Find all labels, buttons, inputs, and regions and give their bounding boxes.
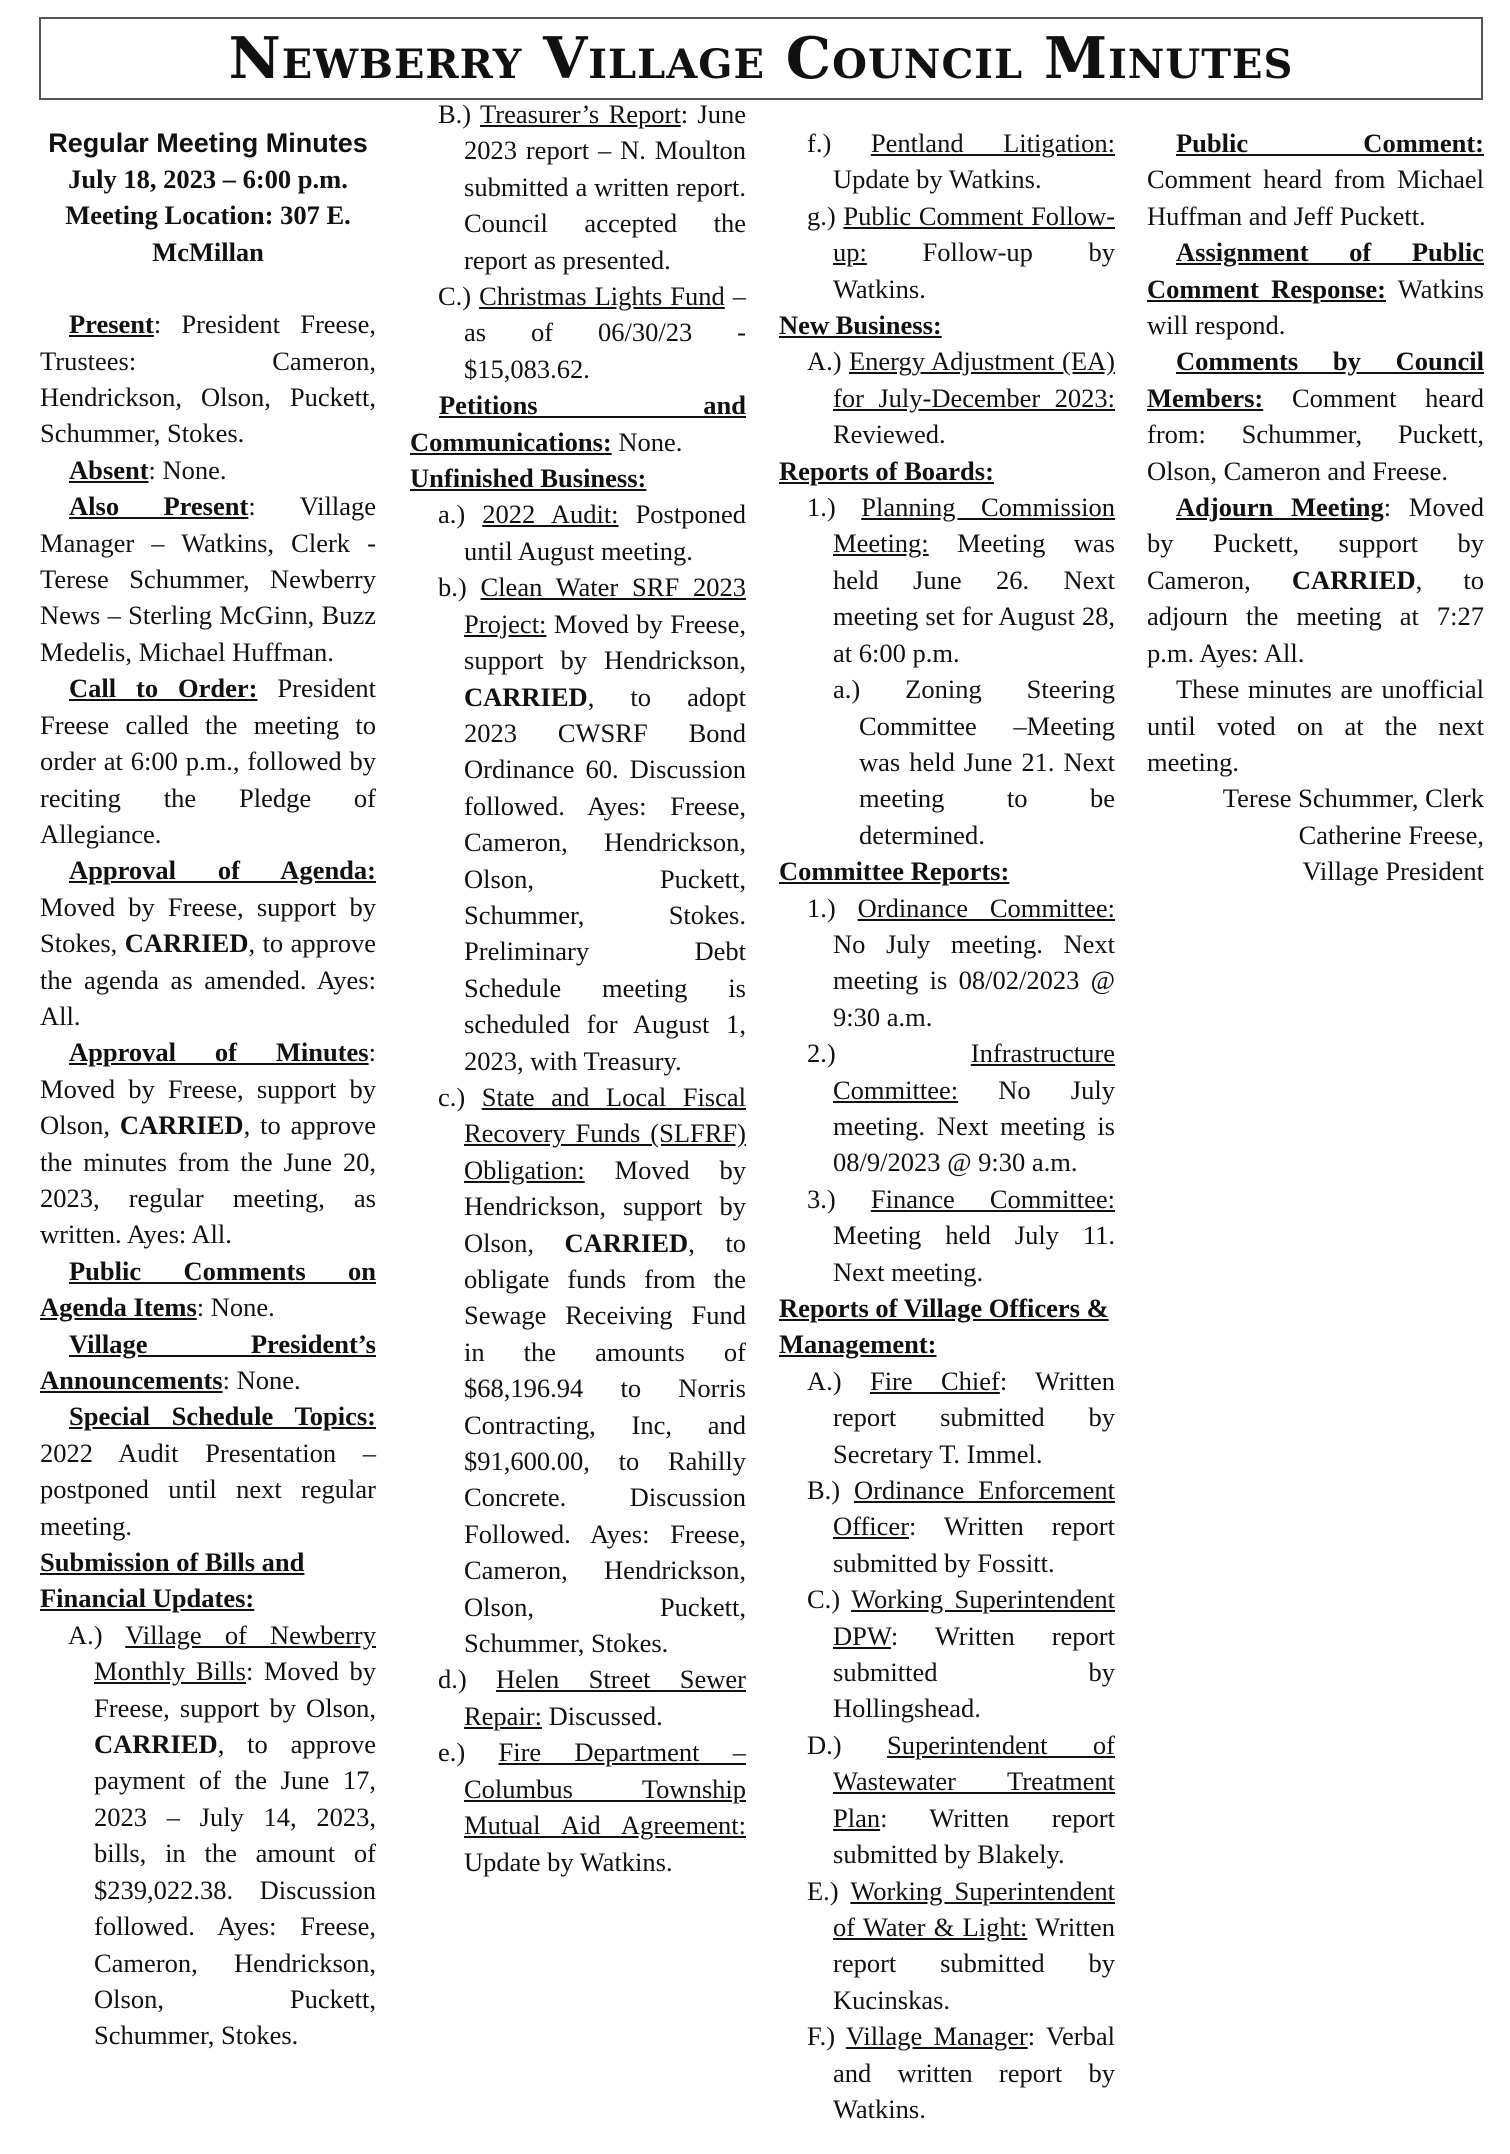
- approval-agenda-text-end: , to approve the agenda as amended. Ayes: All.: [40, 928, 376, 1031]
- public-comments-agenda-text: : None.: [196, 1292, 275, 1323]
- officers-item-a-text: : Written report submitted by Secretary T. Immel.: [833, 1365, 1115, 1469]
- item-marker: a.): [833, 674, 861, 705]
- council-comments-text: Comment heard from: Schummer, Puckett, Olson, Cameron and Freese.: [1147, 382, 1484, 486]
- item-marker: E.): [807, 1875, 839, 1906]
- carried-label: CARRIED: [94, 1729, 218, 1760]
- officers-item-b-text: : Written report submitted by Fossitt.: [833, 1511, 1115, 1578]
- unfinished-item-d-text: Discussed.: [542, 1700, 663, 1731]
- unfinished-item-g-label: Public Comment Follow-up:: [833, 200, 1115, 268]
- officers-item-b: [779, 1472, 1115, 1581]
- public-comment-text: Comment heard from Michael Huffman and Jeff Puckett.: [1147, 164, 1484, 231]
- also-present-text: : Village Manager – Watkins, Clerk - Terese Schummer, Newberry News – Sterling McGinn, Buzz Medelis, Michael Huffman.: [40, 491, 377, 667]
- column-4: [1147, 125, 1484, 890]
- adjourn-paragraph: [1147, 489, 1484, 671]
- officers-item-a: [779, 1363, 1115, 1472]
- committees-heading: Committee Reports:: [779, 856, 1010, 887]
- carried-label: CARRIED: [119, 1110, 244, 1141]
- item-marker: A.): [807, 1365, 842, 1396]
- officers-item-f-text: : Verbal and written report by Watkins.: [833, 2021, 1115, 2124]
- unfinished-item-b-text-end: , to adopt 2023 CWSRF Bond Ordinance 60. Discussion followed. Ayes: Freese, Cameron, Hendrickson, Olson, Puckett, Schummer, Stokes. Preliminary Debt Schedule meeting is scheduled for August 1, 2023, with Treasury.: [464, 681, 746, 1076]
- item-marker: e.): [438, 1737, 466, 1768]
- item-marker: A.): [68, 1619, 103, 1650]
- president-announcements-label: Village President’s Announcements: [40, 1328, 376, 1395]
- item-marker: B.): [807, 1475, 841, 1506]
- item-marker: D.): [807, 1729, 842, 1760]
- unfinished-item-a: [410, 496, 746, 569]
- public-comment-paragraph: [1147, 125, 1484, 234]
- call-to-order-text: President Freese called the meeting to order at 6:00 p.m., followed by reciting the Pledge of Allegiance.: [40, 673, 376, 849]
- unfinished-item-e-text: Update by Watkins.: [464, 1846, 673, 1877]
- unfinished-item-f-label: Pentland Litigation:: [870, 128, 1115, 158]
- item-marker: C.): [807, 1584, 841, 1615]
- carried-label: CARRIED: [124, 928, 249, 959]
- bills-item-c: [410, 278, 746, 387]
- carried-label: CARRIED: [464, 681, 588, 712]
- committees-item-2-label: Infrastructure Committee:: [833, 1038, 1115, 1105]
- special-topics-label: Special Schedule Topics:: [69, 1401, 376, 1432]
- meeting-date: July 18, 2023 – 6:00 p.m.: [68, 164, 348, 194]
- item-marker: f.): [807, 128, 832, 158]
- boards-item-1a-text: Zoning Steering Committee –Meeting was held June 21. Next meeting to be determined.: [859, 674, 1115, 850]
- call-to-order-label: Call to Order:: [69, 673, 258, 704]
- bills-item-a-text: : Moved by Freese, support by Olson,: [94, 1656, 376, 1723]
- assignment-paragraph: [1147, 234, 1484, 343]
- officers-item-a-label: Fire Chief: [869, 1365, 1000, 1396]
- officers-item-f: [779, 2018, 1115, 2127]
- unofficial-note: These minutes are unofficial until voted on at the next meeting.: [1147, 674, 1484, 777]
- unfinished-heading: Unfinished Business:: [410, 463, 647, 494]
- president-name: Catherine Freese,: [1298, 819, 1484, 850]
- committees-item-1-label: Ordinance Committee:: [857, 892, 1115, 923]
- assignment-text: Watkins will respond.: [1147, 273, 1484, 341]
- unfinished-item-f-text: Update by Watkins.: [833, 164, 1042, 195]
- unfinished-item-d-label: Helen Street Sewer Repair:: [464, 1664, 746, 1731]
- unfinished-item-c-text: Moved by Hendrickson, support by Olson,: [464, 1154, 746, 1258]
- unfinished-item-e-label: Fire Department – Columbus Township Mutual Aid Agreement:: [464, 1737, 746, 1841]
- approval-agenda-text: Moved by Freese, support by Stokes,: [40, 891, 376, 959]
- president-announcements-text: : None.: [222, 1365, 301, 1395]
- committees-item-1: [779, 890, 1115, 1036]
- public-comment-label: Public Comment:: [1176, 128, 1484, 158]
- boards-item-1: [779, 489, 1115, 671]
- president-announcements-paragraph: [40, 1326, 376, 1399]
- unfinished-item-c-text-end: , to obligate funds from the Sewage Receiving Fund in the amounts of $68,196.94 to Norris Contracting, Inc, and $91,600.00, to Rahilly Concrete. Discussion Followed. Ayes: Freese, Cameron, Hendrickson, Olson, Puckett, Schummer, Stokes.: [464, 1227, 746, 1659]
- new-business-item-a-text: Reviewed.: [833, 419, 946, 450]
- unfinished-item-b: [410, 569, 746, 1079]
- officers-item-d-text: : Written report submitted by Blakely.: [833, 1802, 1115, 1870]
- carried-label: CARRIED: [1291, 564, 1416, 595]
- meeting-location: Meeting Location: 307 E. McMillan: [65, 200, 351, 267]
- committees-item-3: [779, 1181, 1115, 1290]
- item-marker: d.): [438, 1664, 467, 1695]
- unfinished-item-g-text: Follow-up by Watkins.: [833, 237, 1115, 304]
- absent-text: : None.: [148, 454, 227, 485]
- council-comments-label: Comments by Council Members:: [1147, 346, 1484, 413]
- petitions-label: Petitions and Communications:: [410, 390, 746, 457]
- adjourn-label: Adjourn Meeting: [1176, 492, 1384, 523]
- new-business-item-a: [779, 343, 1115, 452]
- item-marker: 1.): [807, 492, 836, 523]
- item-marker: B.): [438, 99, 472, 129]
- bills-item-a-text-end: , to approve payment of the June 17, 2023 – July 14, 2023, bills, in the amount of $239,022.38. Discussion followed. Ayes: Freese, Cameron, Hendrickson, Olson, Puckett, Schummer, Stokes.: [94, 1729, 376, 2051]
- spacer: [40, 270, 376, 306]
- present-text: : President Freese, Trustees: Cameron, Hendrickson, Olson, Puckett, Schummer, Stokes.: [40, 309, 376, 449]
- boards-item-1-text: Meeting was held June 26. Next meeting set for August 28, at 6:00 p.m.: [833, 528, 1115, 668]
- approval-minutes-text-end: , to approve the minutes from the June 20, 2023, regular meeting, as written. Ayes: All.: [40, 1110, 376, 1250]
- officers-item-d-label: Superintendent of Wastewater Treatment Plan: [833, 1729, 1116, 1833]
- petitions-paragraph: [410, 387, 746, 460]
- officers-item-c-text: : Written report submitted by Hollingshead.: [833, 1620, 1115, 1724]
- unfinished-item-a-text: Postponed until August meeting.: [464, 499, 746, 566]
- officers-item-c-label: Working Superintendent DPW: [833, 1584, 1115, 1651]
- officers-item-e-label: Working Superintendent of Water & Light:: [833, 1875, 1115, 1942]
- bills-item-b-label: Treasurer’s Report: [480, 99, 681, 129]
- approval-agenda-label: Approval of Agenda:: [69, 855, 376, 886]
- president-title: Village President: [1302, 856, 1484, 887]
- absent-label: Absent: [69, 454, 149, 485]
- item-marker: F.): [807, 2021, 836, 2052]
- column-3: [779, 125, 1115, 2127]
- officers-item-c: [779, 1581, 1115, 1727]
- bills-item-b-text: : June 2023 report – N. Moulton submitted a written report. Council accepted the report as presented.: [464, 99, 746, 275]
- officers-item-e: [779, 1873, 1115, 2019]
- public-comments-agenda-paragraph: [40, 1253, 376, 1326]
- approval-minutes-label: Approval of Minutes: [69, 1037, 369, 1068]
- officers-item-d: [779, 1727, 1115, 1873]
- item-marker: C.): [438, 281, 472, 312]
- page-title: Newberry Village Council Minutes: [228, 25, 1294, 92]
- committees-item-2: [779, 1035, 1115, 1181]
- bills-item-c-label: Christmas Lights Fund: [479, 281, 725, 312]
- boards-heading: Reports of Boards:: [779, 455, 994, 486]
- approval-minutes-paragraph: [40, 1034, 376, 1252]
- item-marker: c.): [438, 1081, 466, 1112]
- boards-item-1a: [779, 671, 1115, 853]
- unfinished-item-b-text: Moved by Freese, support by Hendrickson,: [464, 608, 746, 676]
- unfinished-item-b-label: Clean Water SRF 2023 Project:: [464, 572, 747, 639]
- column-2: [410, 96, 746, 1880]
- approval-agenda-paragraph: [40, 852, 376, 1034]
- unfinished-item-d: [410, 1661, 746, 1734]
- new-business-heading: New Business:: [779, 310, 942, 341]
- bills-item-b: [410, 96, 746, 278]
- call-to-order-paragraph: [40, 670, 376, 852]
- present-label: Present: [69, 309, 154, 340]
- officers-heading: Reports of Village Officers & Management:: [779, 1293, 1109, 1360]
- absent-paragraph: [40, 452, 376, 488]
- item-marker: A.): [807, 346, 842, 377]
- meeting-type: Regular Meeting Minutes: [48, 128, 368, 158]
- public-comments-agenda-label: Public Comments on Agenda Items: [40, 1255, 376, 1323]
- petitions-text: None.: [611, 426, 683, 457]
- unfinished-item-c: [410, 1079, 746, 1662]
- committees-item-1-text: No July meeting. Next meeting is 08/02/2023 @ 9:30 a.m.: [833, 928, 1115, 1032]
- title-box: [39, 17, 1483, 100]
- special-topics-text: 2022 Audit Presentation – postponed until next regular meeting.: [40, 1437, 376, 1541]
- bills-heading: Submission of Bills and Financial Updates:: [40, 1547, 305, 1614]
- bills-item-c-text: – as of 06/30/23 - $15,083.62.: [464, 281, 746, 384]
- officers-item-f-label: Village Manager: [845, 2021, 1028, 2052]
- unfinished-item-e: [410, 1734, 746, 1880]
- bills-item-a: [40, 1617, 376, 2054]
- committees-item-3-label: Finance Committee:: [870, 1183, 1115, 1214]
- officers-item-e-text: Written report submitted by Kucinskas.: [833, 1911, 1115, 2015]
- item-marker: 1.): [807, 892, 836, 923]
- committees-item-3-text: Meeting held July 11. Next meeting.: [833, 1220, 1115, 1287]
- officers-item-b-label: Ordinance Enforcement Officer: [833, 1475, 1115, 1542]
- new-business-item-a-label: Energy Adjustment (EA) for July-December 2023:: [833, 346, 1115, 413]
- unfinished-item-f: [779, 125, 1115, 198]
- unfinished-item-c-label: State and Local Fiscal Recovery Funds (SLFRF) Obligation:: [464, 1081, 747, 1185]
- council-comments-paragraph: [1147, 343, 1484, 489]
- item-marker: 2.): [807, 1038, 836, 1069]
- item-marker: a.): [438, 499, 466, 530]
- column-1: [40, 125, 376, 2054]
- item-marker: g.): [807, 200, 836, 231]
- carried-label: CARRIED: [564, 1227, 689, 1258]
- special-topics-paragraph: [40, 1398, 376, 1544]
- approval-minutes-text: : Moved by Freese, support by Olson,: [40, 1037, 376, 1141]
- clerk-signature: Terese Schummer, Clerk: [1222, 783, 1484, 814]
- unfinished-item-g: [779, 198, 1115, 307]
- unfinished-item-a-label: 2022 Audit:: [482, 499, 619, 530]
- adjourn-text: : Moved by Puckett, support by Cameron,: [1147, 492, 1484, 595]
- also-present-label: Also Present: [69, 491, 249, 522]
- bills-item-a-label: Village of Newberry Monthly Bills: [94, 1619, 376, 1687]
- assignment-label: Assignment of Public Comment Response:: [1147, 237, 1484, 304]
- also-present-paragraph: [40, 488, 376, 670]
- committees-item-2-text: No July meeting. Next meeting is 08/9/2023 @ 9:30 a.m.: [833, 1074, 1115, 1178]
- item-marker: b.): [438, 572, 467, 603]
- item-marker: 3.): [807, 1183, 836, 1214]
- boards-item-1-label: Planning Commission Meeting:: [833, 492, 1115, 559]
- adjourn-text-end: , to adjourn the meeting at 7:27 p.m. Ayes: All.: [1147, 564, 1484, 668]
- present-paragraph: [40, 306, 376, 452]
